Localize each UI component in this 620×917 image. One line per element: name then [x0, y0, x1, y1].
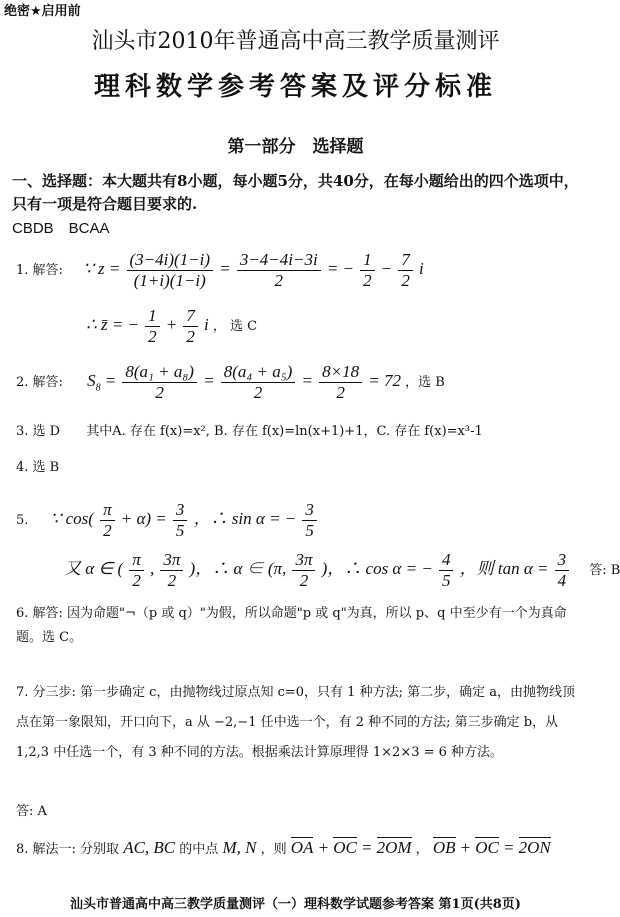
part-heading: 第一部分 选择题 — [227, 137, 364, 157]
answer-key: CBDB BCAA — [12, 220, 110, 237]
q2-label: 2. 解答: — [16, 375, 63, 390]
section-heading: 一、选择题：本大题共有8小题，每小题5分，共40分，在每小题给出的四个选项中，只有一项是符合题目要求的. — [12, 172, 579, 213]
q7-paragraph: 7. 分三步: 第一步确定 c，由抛物线过原点知 c=0，只有 1 种方法; 第二步，确定 a，由抛物线顶点在第一象限知，开口向下，a 从 −2,−1 任中选一个，有 2 种不同的方法; 第三步确定 b，从 1,2,3 中任选一个，有 3 种不同的方法。根据乘法计算原理得 1×2×3 = 6 种方法。 — [16, 685, 575, 760]
q1-label: 1. 解答: — [16, 263, 63, 278]
q5-line1: 5. ∵ cos( $\frac{\pi}{2}$ + α) = $\frac{3}{5}$ ，∴ sin α = − $\frac{3}{5}$ — [16, 500, 319, 541]
document-title: 汕头市2010年普通高中高三教学质量测评 — [91, 29, 500, 54]
q1-line1: 1. 解答: ∵ z = $\frac{(3-4i)(1-i)}{(1+i)(1-i)}$ = $\frac{3-4-4i-3i}{2}$ = − $\frac{1}{2}$ − $\frac{7}{2}$ i — [16, 250, 424, 290]
confidential-label: 绝密★启用前 — [4, 4, 81, 19]
q7-answer: 答: A — [16, 804, 47, 819]
q1-fraction-1: $\frac{(3-4i)(1-i)}{(1+i)(1-i)}$ — [127, 250, 214, 291]
q1-line2: ∴ z̄ = − $\frac{1}{2}$ + $\frac{7}{2}$ i ， 选 C — [86, 306, 258, 346]
page-footer: 汕头市普通高中高三教学质量测评（一）理科数学试题参考答案 第1页(共8页) — [70, 897, 521, 912]
q2-line: 2. 解答: $S_8$ = $\frac{\text{8(a₁ + a₈)}}{2}$ = $\frac{\text{8(a₄ + a₅)}}{2}$ = $\frac{8\times 18}{2}$ = 72 ，选 B — [16, 362, 445, 402]
q3-line: 3. 选 D 其中A. 存在 f(x)=x², B. 存在 f(x)=ln(x+1)+1，C. 存在 f(x)=x³-1 — [16, 424, 483, 439]
document-subtitle: 理科数学参考答案及评分标准 — [93, 72, 497, 102]
q5-line2: 又 α ∈ ( $\frac{\pi}{2}$ , $\frac{3\pi}{2}$ )，∴ α ∈ (π, $\frac{3\pi}{2}$ )，∴ cos α = − $\frac{4}{5}$ ，则 tan α = $\frac{3}{4}$ 答: B — [64, 550, 620, 590]
q4-line: 4. 选 B — [16, 460, 60, 475]
q8-line: 8. 解法一: 分别取 AC, BC 的中点 M, N ，则 OA + OC = 2OM ， OB + OC = 2ON — [16, 838, 551, 857]
q6-paragraph: 6. 解答: 因为命题"¬（p 或 q）"为假，所以命题"p 或 q"为真，所以 p、q 中至少有一个为真命题。选 C。 — [16, 606, 567, 645]
q3-label: 3. 选 D — [16, 424, 61, 439]
q1-fraction-2: $\frac{3-4-4i-3i}{2}$ — [237, 250, 321, 291]
